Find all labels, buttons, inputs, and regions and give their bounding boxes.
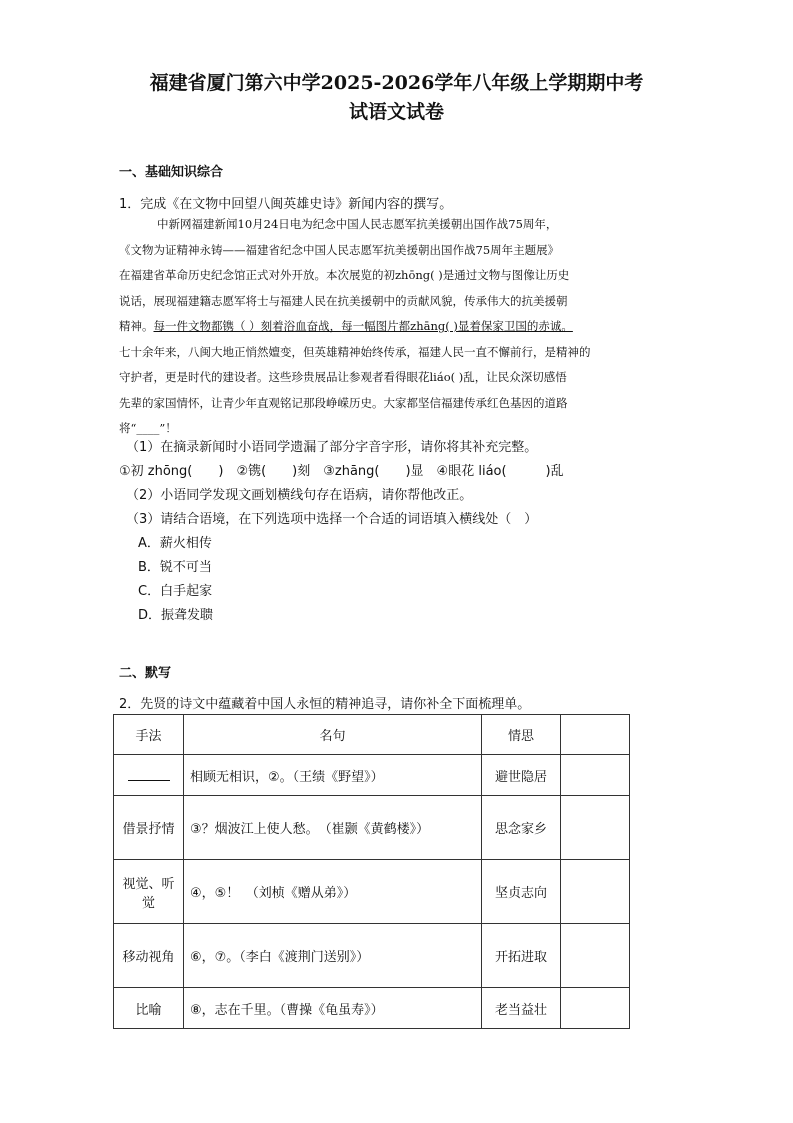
question-2-stem: 2．先贤的诗文中蕴藏着中国人永恒的精神追寻，请你补全下面梳理单。 — [119, 697, 531, 712]
table-cell: 借景抒情 — [114, 796, 184, 860]
option-a: A．薪火相传 — [138, 536, 212, 551]
table-cell — [561, 755, 630, 796]
table-cell — [561, 988, 630, 1029]
news-line: 先辈的家国情怀，让青少年直观铭记那段峥嵘历史。大家都坚信福建传承红色基因的道路 — [119, 395, 568, 410]
table-header-row — [114, 715, 630, 755]
table-cell: ④，⑤！ （刘桢《赠从弟》） — [184, 860, 482, 924]
table-row — [114, 796, 630, 860]
news-line: 中新网福建新闻10月24日电为纪念中国人民志愿军抗美援朝出国作战75周年， — [157, 217, 558, 231]
table-cell: 开拓进取 — [482, 924, 561, 988]
table-cell: ⑥，⑦。（李白《渡荆门送别》） — [184, 924, 482, 988]
news-line: 在福建省革命历史纪念馆正式对外开放。本次展览的初zhōng( )是通过文物与图像让历史 — [119, 268, 570, 282]
question-1-stem: 1．完成《在文物中回望八闽英雄史诗》新闻内容的撰写。 — [119, 197, 453, 212]
table-row — [114, 988, 630, 1029]
underlined-sentence: 每一件文物都镌（ ）刻着浴血奋战， — [153, 319, 342, 333]
header-cell: 名句 — [184, 715, 482, 755]
news-line: 说话，展现福建籍志愿军将士与福建人民在抗美援朝中的贡献风貌，传承伟大的抗美援朝 — [119, 293, 568, 308]
table-cell — [114, 755, 184, 796]
option-c: C．白手起家 — [138, 584, 213, 599]
sub-question-1: （1）在摘录新闻时小语同学遗漏了部分字音字形，请你将其补充完整。 — [126, 440, 538, 455]
option-b: B．锐不可当 — [138, 560, 212, 575]
table-row — [114, 924, 630, 988]
news-line: 精神。 每一件文物都镌（ ）刻着浴血奋战， 每一幅图片都zhāng( )显着保家卫国的赤诚。 — [119, 314, 676, 340]
table-cell — [561, 860, 630, 924]
sub-question-3: （3）请结合语境，在下列选项中选择一个合适的词语填入横线处（ ） — [126, 512, 538, 527]
header-cell: 情思 — [482, 715, 561, 755]
page-title-line2: 试语文试卷 — [348, 101, 444, 123]
recitation-table — [113, 714, 630, 1029]
header-cell — [561, 715, 630, 755]
table-cell: ⑧，志在千里。（曹操《龟虽寿》） — [184, 988, 482, 1029]
sub-question-2: （2）小语同学发现文画划横线句存在语病，请你帮他改正。 — [126, 488, 473, 503]
header-cell: 手法 — [114, 715, 184, 755]
news-line: 七十余年来，八闽大地正悄然嬗变，但英雄精神始终传承，福建人民一直不懈前行，是精神的 — [119, 344, 591, 359]
page-title-line1: 福建省厦门第六中学2025-2026学年八年级上学期期中考 — [149, 72, 644, 94]
option-d: D．振聋发聩 — [138, 608, 214, 623]
table-cell: 比喻 — [114, 988, 184, 1029]
blank-line — [128, 766, 170, 781]
section-heading-2: 二、默写 — [119, 666, 172, 681]
news-line: 守护者，更是时代的建设者。这些珍贵展品让参观者看得眼花liáo( )乱，让民众深切感悟 — [119, 370, 567, 384]
table-cell: 相顾无相识，②。（王绩《野望》） — [184, 755, 482, 796]
table-cell: 移动视角 — [114, 924, 184, 988]
news-passage — [119, 212, 676, 442]
table-cell — [561, 796, 630, 860]
table-row — [114, 860, 630, 924]
news-line: 将“____”！ — [119, 421, 177, 435]
table-cell: 坚贞志向 — [482, 860, 561, 924]
table-cell: 视觉、听觉 — [114, 860, 184, 924]
table-cell — [561, 924, 630, 988]
table-cell: 老当益壮 — [482, 988, 561, 1029]
news-line: 《文物为证精神永铸——福建省纪念中国人民志愿军抗美援朝出国作战75周年主题展》 — [119, 242, 560, 257]
section-heading-1: 一、基础知识综合 — [119, 165, 224, 180]
sub-question-1-items: ①初 zhōng( ) ②镌( )刻 ③zhāng( )显 ④眼花 liáo( )乱 — [119, 464, 564, 479]
table-row — [114, 755, 630, 796]
table-cell: 思念家乡 — [482, 796, 561, 860]
table-cell: ③？烟波江上使人愁。 （崔颢《黄鹤楼》） — [184, 796, 482, 860]
table-cell: 避世隐居 — [482, 755, 561, 796]
